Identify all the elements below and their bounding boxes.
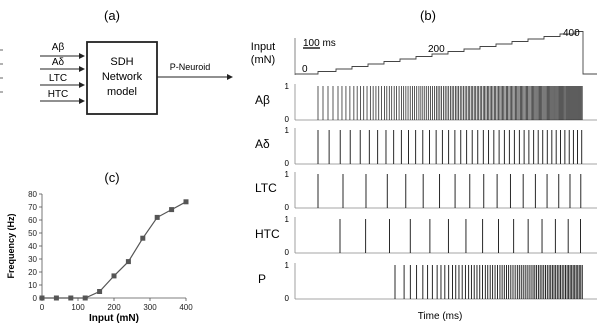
chart-point <box>97 289 102 294</box>
chart-y-tick-label: 70 <box>28 203 37 212</box>
frequency-chart <box>6 190 193 324</box>
chart-x-tick-label: 200 <box>107 303 121 312</box>
trace-row-ltc <box>255 170 597 212</box>
trace-tick-1-adelta: 1 <box>284 126 289 135</box>
trace-tick-1-p: 1 <box>284 261 289 270</box>
chart-series <box>40 199 189 300</box>
chart-y-tick-label: 10 <box>28 281 37 290</box>
output-label: P-Neuroid <box>169 62 211 72</box>
trace-tick-1-ltc: 1 <box>284 170 289 179</box>
trace-panel <box>251 28 597 322</box>
trace-xlabel: Time (ms) <box>417 311 463 322</box>
trace-tick-0-htc: 0 <box>284 248 289 257</box>
trace-label-ltc: LTC <box>255 181 277 195</box>
trace-label-htc: HTC <box>255 227 280 241</box>
chart-point <box>184 199 189 204</box>
chart-x-tick-label: 0 <box>39 303 45 312</box>
input-axis-label-line1: Input <box>250 41 276 53</box>
chart-ylabel: Frequency (Hz) <box>6 213 16 279</box>
chart-y-tick-label: 80 <box>28 190 37 199</box>
panel-label-c: (c) <box>104 170 120 185</box>
model-box-label-3: model <box>107 86 137 98</box>
trace-label-adelta: Aδ <box>255 137 270 151</box>
trace-tick-0-adelta: 0 <box>284 159 289 168</box>
trace-tick-0-ltc: 0 <box>284 203 289 212</box>
chart-point <box>126 259 131 264</box>
chart-y-tick-label: 20 <box>28 268 37 277</box>
trace-tick-1-htc: 1 <box>284 215 289 224</box>
chart-point <box>83 296 88 301</box>
scale-bar-label: 100 ms <box>303 38 336 49</box>
trace-tick-0-p: 0 <box>284 294 289 303</box>
chart-x-ticks <box>40 298 193 312</box>
trace-label-p: P <box>258 272 267 286</box>
input-axis-label-line2: (mN) <box>250 54 276 66</box>
diagram-input-abeta: Aβ <box>51 42 65 53</box>
chart-y-tick-label: 40 <box>28 242 37 251</box>
step-label-400: 400 <box>563 28 580 39</box>
trace-tick-0-abeta: 0 <box>284 115 289 124</box>
model-box-label-1: SDH <box>110 56 134 68</box>
chart-y-tick-label: 0 <box>32 294 37 303</box>
chart-point <box>40 296 45 301</box>
trace-label-abeta: Aβ <box>255 93 270 107</box>
chart-x-tick-label: 100 <box>71 303 85 312</box>
spikes-ltc <box>318 174 581 208</box>
trace-row-abeta <box>255 82 597 124</box>
chart-point <box>112 273 117 278</box>
chart-x-tick-label: 400 <box>179 303 193 312</box>
trace-row-adelta <box>255 126 597 168</box>
panel-label-b: (b) <box>420 8 436 23</box>
diagram-input-adelta: Aδ <box>51 57 65 68</box>
spikes-p <box>395 265 582 299</box>
spikes-htc <box>340 219 581 253</box>
block-diagram <box>0 42 232 114</box>
chart-point <box>155 215 160 220</box>
spikes-abeta <box>318 86 582 120</box>
chart-point <box>54 296 59 301</box>
chart-y-tick-label: 60 <box>28 216 37 225</box>
chart-y-tick-label: 50 <box>28 229 37 238</box>
trace-tick-1-abeta: 1 <box>284 82 289 91</box>
chart-y-tick-label: 30 <box>28 255 37 264</box>
chart-series-line <box>42 202 186 298</box>
diagram-input-ltc: LTC <box>48 73 68 84</box>
input-staircase <box>295 32 597 75</box>
chart-xlabel: Input (mN) <box>89 313 139 324</box>
chart-point <box>68 296 73 301</box>
diagram-left-stubs <box>0 50 3 92</box>
diagram-input-htc: HTC <box>47 89 69 100</box>
chart-y-ticks <box>28 190 42 303</box>
chart-point <box>169 207 174 212</box>
chart-x-tick-label: 300 <box>143 303 157 312</box>
chart-point <box>140 236 145 241</box>
spikes-adelta <box>318 130 582 164</box>
model-box-label-2: Network <box>101 71 143 83</box>
panel-label-a: (a) <box>104 8 120 23</box>
trace-row-htc <box>255 215 597 257</box>
step-label-0: 0 <box>302 64 308 75</box>
trace-row-p <box>258 261 597 303</box>
step-label-200: 200 <box>428 44 445 55</box>
